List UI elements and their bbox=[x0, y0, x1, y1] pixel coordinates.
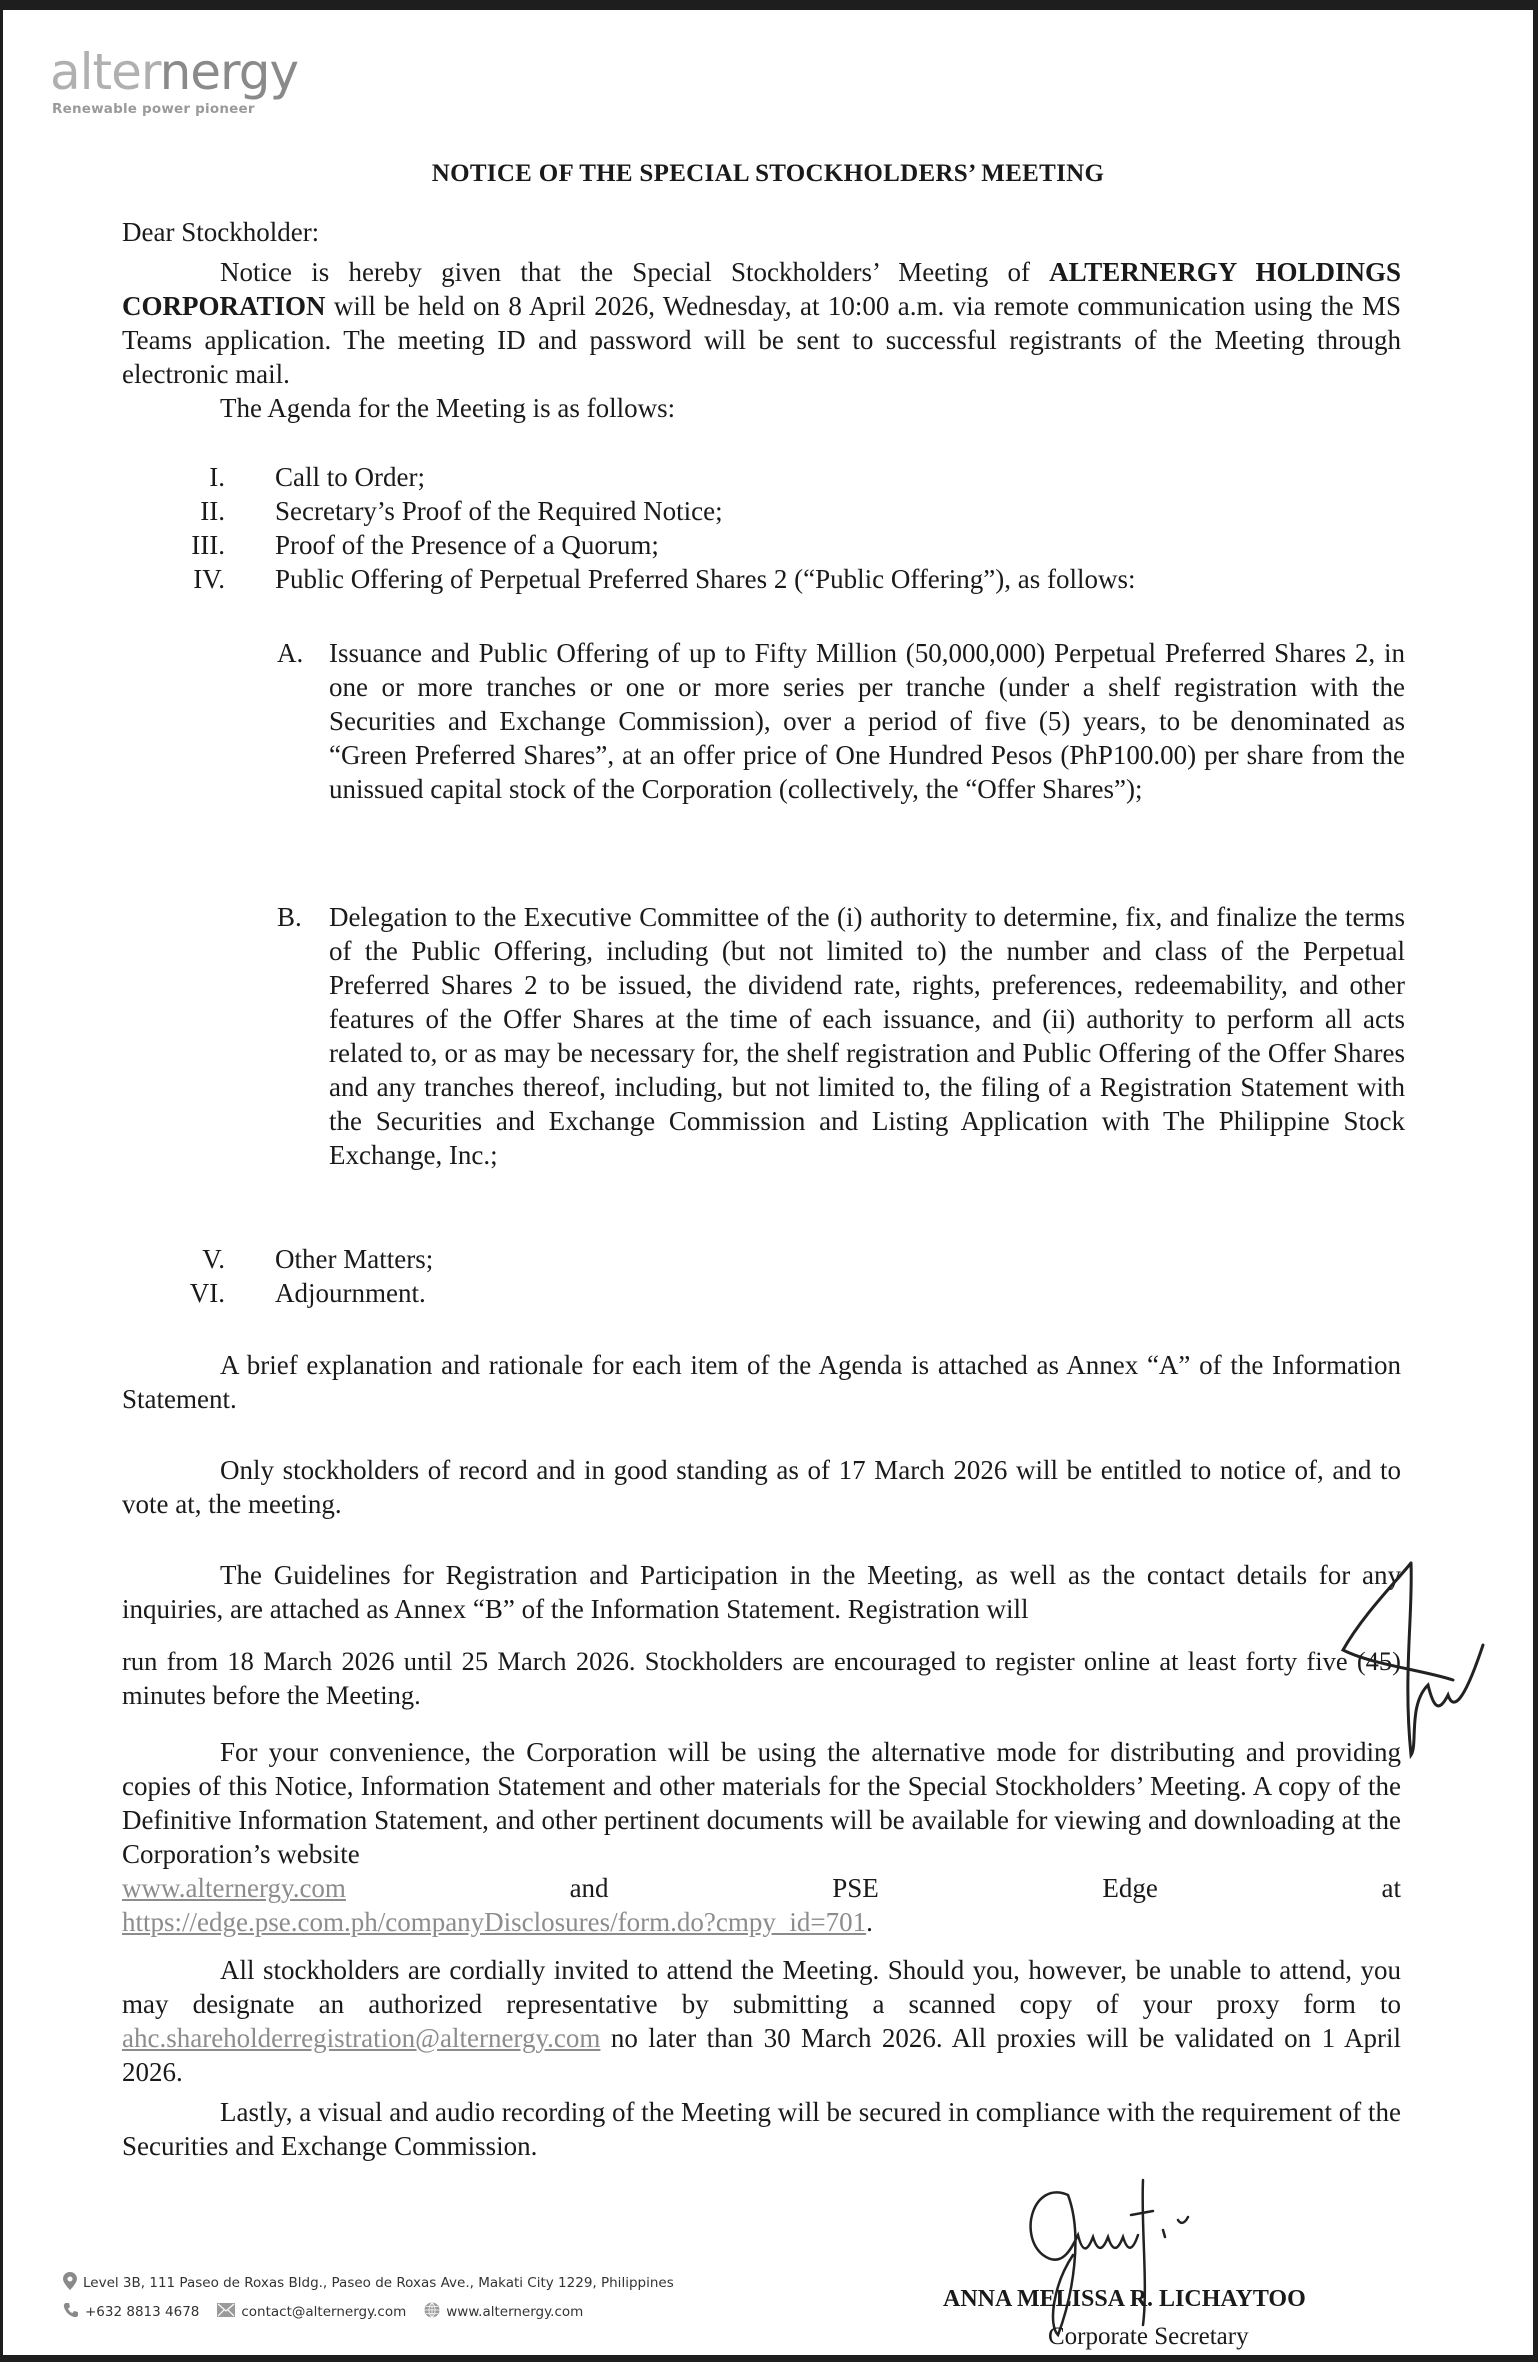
convenience-paragraph bbox=[122, 1735, 1401, 1871]
proxy-paragraph bbox=[122, 1953, 1401, 2089]
pse-edge-line bbox=[122, 1905, 873, 1939]
footer-contact-line bbox=[63, 2302, 674, 2322]
footer-address: Level 3B, 111 Paseo de Roxas Bldg., Paseo de Roxas Ave., Makati City 1229, Philippines bbox=[83, 2275, 674, 2291]
agenda-item bbox=[122, 460, 1412, 494]
agenda-text: Secretary’s Proof of the Required Notice; bbox=[275, 496, 723, 526]
envelope-icon bbox=[217, 2303, 235, 2321]
agenda-number: II. bbox=[200, 496, 225, 526]
agenda-number: V. bbox=[202, 1244, 225, 1274]
proxy-post: no later than 30 March 2026. All proxies will be validated on 1 April 2026. bbox=[122, 2023, 1401, 2087]
agenda-item bbox=[122, 528, 1412, 562]
initials-signature-icon bbox=[1333, 1555, 1513, 1765]
document-page bbox=[3, 10, 1533, 2355]
agenda-number: IV. bbox=[193, 564, 225, 594]
agenda-text: Call to Order; bbox=[275, 462, 425, 492]
agenda-number: III. bbox=[191, 530, 225, 560]
agenda-text: Adjournment. bbox=[275, 1278, 426, 1308]
word-at: at bbox=[1381, 1873, 1401, 1903]
intro-paragraph bbox=[122, 255, 1401, 391]
word-pse: PSE bbox=[832, 1873, 879, 1903]
company-logo bbox=[50, 42, 298, 102]
logo-tagline: Renewable power pioneer bbox=[52, 101, 255, 117]
guidelines-paragraph-1: The Guidelines for Registration and Participation in the Meeting, as well as the contact details for any inquiries, are attached as Annex “B” of the Information Statement. Registration will bbox=[122, 1560, 1401, 1624]
agenda-number: VI. bbox=[189, 1278, 225, 1308]
word-and: and bbox=[569, 1873, 609, 1903]
signatory-title: Corporate Secretary bbox=[1048, 2323, 1249, 2350]
proxy-pre: All stockholders are cordially invited to attend the Meeting. Should you, however, be unable to attend, you may designate an authorized representative by submitting a scanned copy of your proxy form to bbox=[122, 1955, 1401, 2019]
agenda-item bbox=[122, 494, 1412, 528]
globe-icon bbox=[424, 2302, 440, 2322]
agenda-intro: The Agenda for the Meeting is as follows: bbox=[220, 393, 676, 423]
agenda-sub-item-a bbox=[277, 636, 1405, 806]
agenda-item bbox=[122, 1276, 1412, 1310]
record-date-paragraph: Only stockholders of record and in good standing as of 17 March 2026 will be entitled to notice of, and to vote at, the meeting. bbox=[122, 1455, 1401, 1519]
website-link[interactable]: www.alternergy.com bbox=[122, 1873, 346, 1903]
word-edge: Edge bbox=[1102, 1873, 1158, 1903]
footer-address-line bbox=[63, 2272, 674, 2294]
period: . bbox=[866, 1907, 873, 1937]
guidelines-paragraph-2: run from 18 March 2026 until 25 March 2026. Stockholders are encouraged to register online at least forty five (45) minutes before the Meeting. bbox=[122, 1646, 1401, 1710]
agenda-text: Public Offering of Perpetual Preferred Shares 2 (“Public Offering”), as follows: bbox=[275, 564, 1136, 594]
agenda-sub-item-b bbox=[277, 900, 1405, 1172]
footer bbox=[63, 2272, 674, 2322]
agenda-item bbox=[122, 562, 1412, 596]
logo-alter: alter bbox=[50, 43, 160, 101]
company-name: ALTERNERGY HOLDINGS CORPORATION bbox=[122, 257, 1401, 321]
footer-phone: +632 8813 4678 bbox=[85, 2304, 200, 2320]
intro-pre: Notice is hereby given that the Special Stockholders’ Meeting of bbox=[220, 257, 1050, 287]
agenda-text: Proof of the Presence of a Quorum; bbox=[275, 530, 659, 560]
sub-item-label: B. bbox=[277, 902, 302, 932]
phone-icon bbox=[63, 2302, 79, 2322]
annex-a-paragraph: A brief explanation and rationale for each item of the Agenda is attached as Annex “A” of the Information Statement. bbox=[122, 1350, 1401, 1414]
location-pin-icon bbox=[63, 2272, 77, 2294]
agenda-text: Other Matters; bbox=[275, 1244, 434, 1274]
page-title: NOTICE OF THE SPECIAL STOCKHOLDERS’ MEETING bbox=[431, 160, 1105, 187]
signature-icon bbox=[1013, 2175, 1213, 2345]
sub-item-label: A. bbox=[277, 638, 304, 668]
sub-item-text: Delegation to the Executive Committee of the (i) authority to determine, fix, and finalize the terms of the Public Offering, including (but not limited to) the number and class of the Perpetual Preferred Shares 2 to be issued, the dividend rate, rights, preferences, redeemability, and other features of the Offer Shares at the time of each issuance, and (ii) authority to perform all acts related to, or as may be necessary for, the shelf registration and Public Offering of the Offer Shares and any tranches thereof, including, but not limited to, the filing of a Registration Statement with the Securities and Exchange Commission and Listing Application with The Philippine Stock Exchange, Inc.; bbox=[329, 902, 1405, 1170]
sub-item-text: Issuance and Public Offering of up to Fifty Million (50,000,000) Perpetual Preferred Shares 2, in one or more tranches or one or more series per tranche (under a shelf registration with the Securities and Exchange Commission), over a period of five (5) years, to be denominated as “Green Preferred Shares”, at an offer price of One Hundred Pesos (PhP100.00) per share from the unissued capital stock of the Corporation (collectively, the “Offer Shares”); bbox=[329, 638, 1405, 804]
pse-edge-link[interactable]: https://edge.pse.com.ph/companyDisclosures/form.do?cmpy_id=701 bbox=[122, 1907, 867, 1937]
signatory-name: ANNA MELISSA R. LICHAYTOO bbox=[943, 2286, 1306, 2312]
footer-email[interactable]: contact@alternergy.com bbox=[241, 2304, 407, 2320]
logo-nergy: nergy bbox=[159, 43, 299, 101]
salutation: Dear Stockholder: bbox=[122, 217, 320, 247]
proxy-email-link[interactable]: ahc.shareholderregistration@alternergy.com bbox=[122, 2023, 601, 2053]
agenda-item bbox=[122, 1242, 1412, 1276]
footer-website[interactable]: www.alternergy.com bbox=[446, 2304, 584, 2320]
agenda-number: I. bbox=[209, 462, 225, 492]
recording-paragraph: Lastly, a visual and audio recording of the Meeting will be secured in compliance with the requirement of the Securities and Exchange Commission. bbox=[122, 2097, 1401, 2161]
convenience-links-line bbox=[122, 1871, 1401, 1905]
intro-post: will be held on 8 April 2026, Wednesday, at 10:00 a.m. via remote communication using the MS Teams application. The meeting ID and password will be sent to successful registrants of the Meeting through electronic mail. bbox=[122, 291, 1401, 389]
convenience-text: For your convenience, the Corporation will be using the alternative mode for distributing and providing copies of this Notice, Information Statement and other materials for the Special Stockholders’ Meeting. A copy of the Definitive Information Statement, and other pertinent documents will be available for viewing and downloading at the Corporation’s website bbox=[122, 1737, 1401, 1869]
